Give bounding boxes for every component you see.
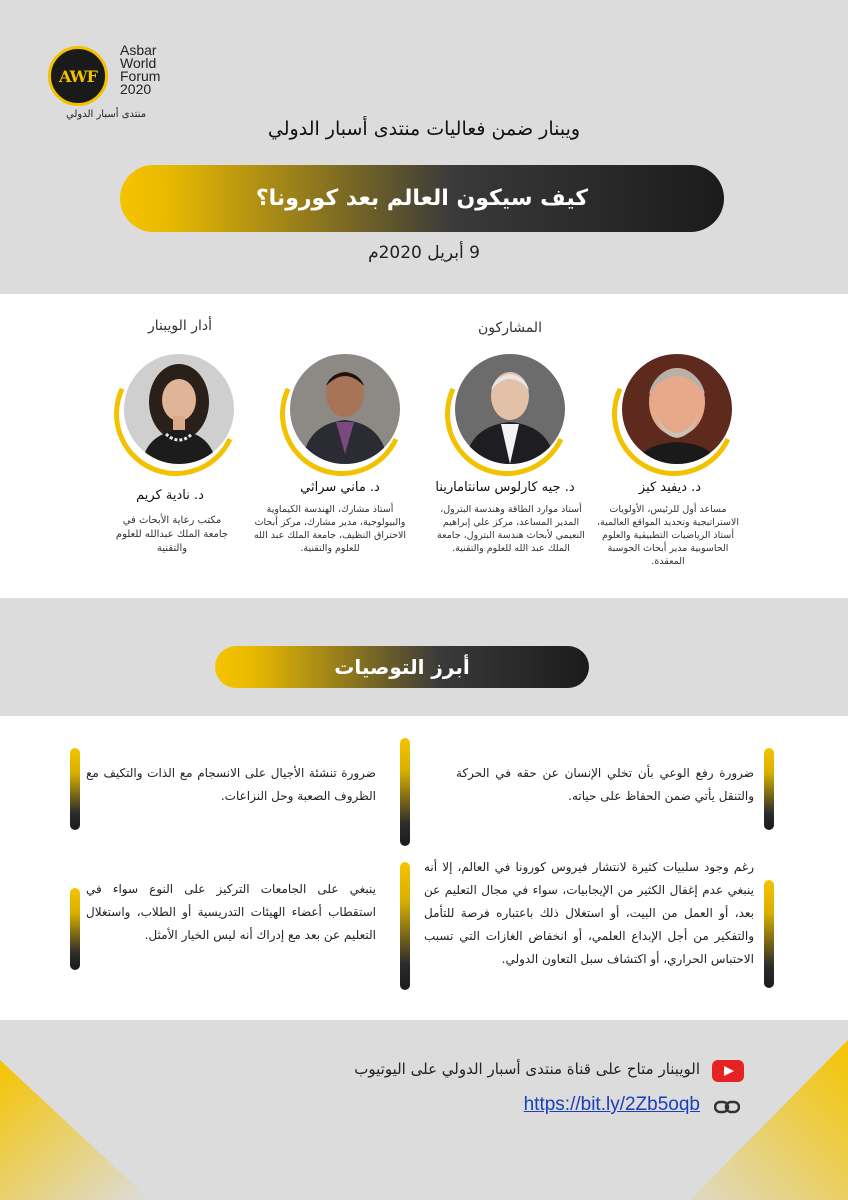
participant-photo-frame xyxy=(445,352,569,476)
recommendations-title: أبرز التوصيات xyxy=(334,655,470,679)
recommendation-bar xyxy=(764,880,774,988)
moderator-photo xyxy=(124,354,234,464)
youtube-text: الويبنار متاح على قناة منتدى أسبار الدولي على اليوتيوب xyxy=(354,1060,700,1078)
participant-photo xyxy=(455,354,565,464)
moderator-label: أدار الويبنار xyxy=(148,318,212,334)
recommendation-bar xyxy=(400,862,410,990)
page-title: كيف سيكون العالم بعد كورونا؟ xyxy=(255,186,589,211)
title-banner xyxy=(120,165,724,232)
subtitle: ويبنار ضمن فعاليات منتدى أسبار الدولي xyxy=(267,118,581,140)
logo-line2: World xyxy=(120,55,157,71)
participant-bio: مساعد أول للرئيس، الأولويات الاستراتيجية وتحديد المواقع العالمية، أستاذ الرياضيات التطبيقية والعلوم الحاسوبية مدير أبحاث الحوسبة المعقدة. xyxy=(596,504,739,567)
participant-photo-frame xyxy=(612,352,736,476)
moderator-photo-frame xyxy=(114,352,238,476)
participant-name: د. ماني سراثي xyxy=(300,480,380,495)
logo xyxy=(46,44,166,124)
participants-label: المشاركون xyxy=(478,320,542,336)
participant-photo xyxy=(290,354,400,464)
recommendation-bar xyxy=(70,748,80,830)
event-date: 9 أبريل 2020م xyxy=(368,243,480,263)
recommendation-item: ضرورة تنشئة الأجيال على الانسجام مع الذات والتكيف مع الظروف الصعبة وحل النزاعات. xyxy=(86,766,376,803)
youtube-icon xyxy=(712,1060,744,1082)
participant-photo-frame xyxy=(280,352,404,476)
logo-line4: 2020 xyxy=(120,81,152,97)
recommendation-item: ينبغي على الجامعات التركيز على النوع سواء في استقطاب أعضاء الهيئات التدريسية أو الطلاب، واستغلال التعليم عن بعد مع إدراك أنه ليس الخيار الأمثل. xyxy=(86,882,376,942)
logo-mark: AWF xyxy=(48,46,108,106)
link-line xyxy=(460,1094,744,1122)
logo-wordmark xyxy=(120,44,160,96)
youtube-link[interactable]: https://bit.ly/2Zb5oqb xyxy=(523,1094,700,1115)
moderator-bio: مكتب رعاية الأبحاث في جامعة الملك عبدالله للعلوم والتقنية xyxy=(115,515,229,554)
corner-decoration xyxy=(0,1060,150,1200)
logo-arabic: منتدى أسبار الدولي xyxy=(66,109,147,120)
recommendation-item: رغم وجود سلبيات كثيرة لانتشار فيروس كورونا في العالم، إلا أنه ينبغي عدم إغفال الكثير من الإيجابيات، سواء في مجال التعليم عن بعد، أو العمل من البيت، أو استغلال ذلك باعتباره فرصة للتأمل والتفكير من أجل الإبداع العلمي، أو انخفاض الغازات التي تسبب الاحتباس الحراري، أو اكتشاف سبل التعاون الدولي. xyxy=(424,860,754,966)
recommendations-banner xyxy=(215,646,589,688)
participant-photo xyxy=(622,354,732,464)
logo-line3: Forum xyxy=(120,68,161,84)
participant-bio: أستاذ موارد الطاقة وهندسة البترول، المدير المساعد، مركز علي إبراهيم النعيمي لأبحاث هندسة البترول، جامعة الملك عبد الله للعلوم والتقنية. xyxy=(437,504,585,554)
recommendation-bar xyxy=(400,738,410,846)
link-icon xyxy=(714,1100,740,1114)
recommendation-item: ضرورة رفع الوعي بأن تخلي الإنسان عن حقه في الحركة والتنقل يأتي ضمن الحفاظ على حياته. xyxy=(456,766,754,803)
participant-bio: أستاذ مشارك، الهندسة الكيماوية والبيولوجية، مدير مشارك، مركز أبحاث الاحتراق النظيف، جامعة الملك عبد الله للعلوم والتقنية. xyxy=(253,504,407,554)
youtube-line xyxy=(300,1060,744,1084)
participant-name: د. جيه كارلوس سانتامارينا xyxy=(435,480,575,495)
moderator-name: د. نادية كريم xyxy=(136,488,204,503)
recommendation-bar xyxy=(764,748,774,830)
logo-line1: Asbar xyxy=(120,42,157,58)
recommendation-bar xyxy=(70,888,80,970)
participant-name: د. ديفيد كيز xyxy=(638,480,702,495)
